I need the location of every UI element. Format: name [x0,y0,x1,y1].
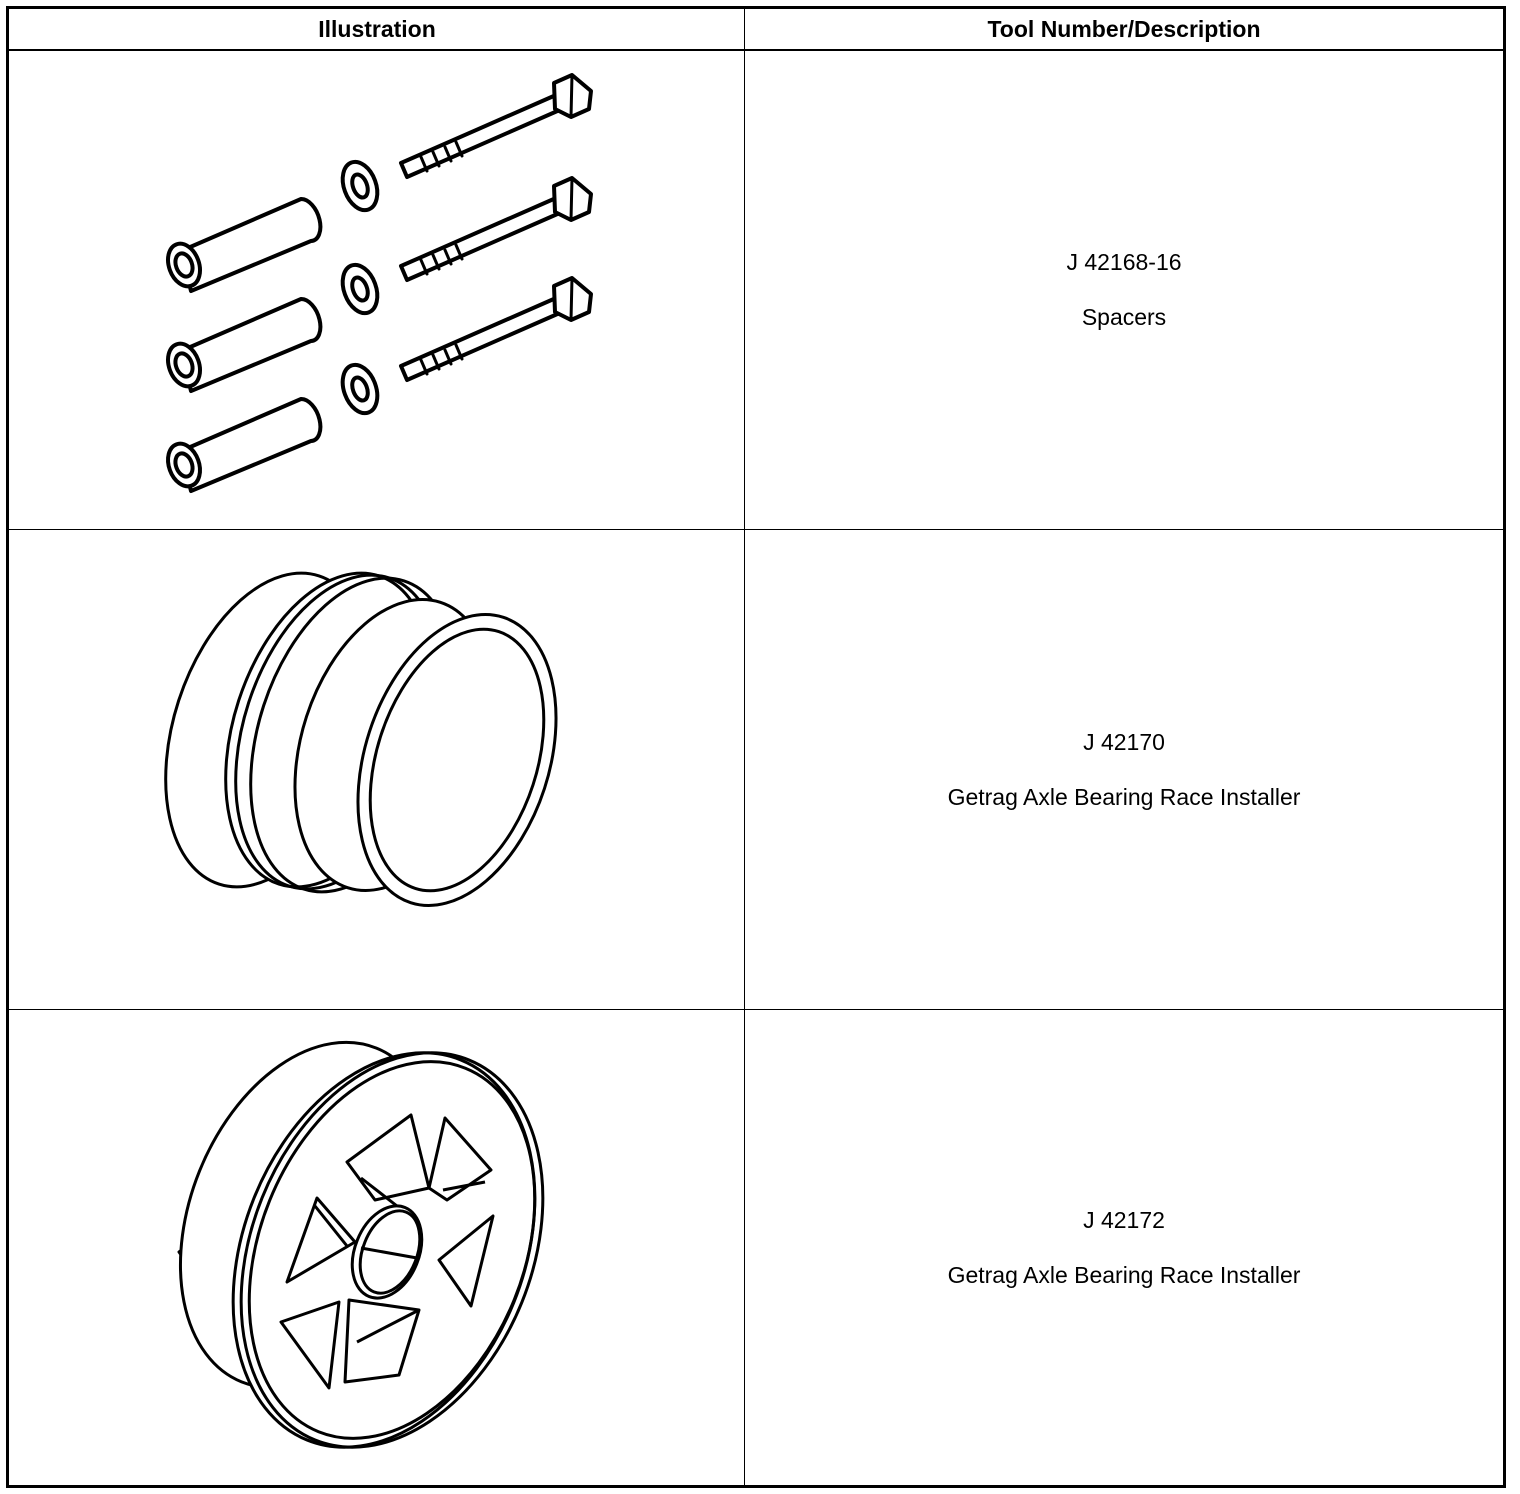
tool-number: J 42170 [1083,728,1165,755]
tool-description: Getrag Axle Bearing Race Installer [947,783,1301,810]
table-row [9,51,1503,530]
illustration-cell [9,1010,744,1485]
table-row [9,530,1503,1010]
description-cell [745,1010,1503,1485]
table-row [9,1010,1503,1485]
tool-number: J 42168-16 [1066,249,1182,275]
spacers-bolts-icon [9,51,744,530]
race-installer-spoked-icon [9,1010,744,1485]
header-illustration: Illustration [318,16,436,42]
illustration-cell [9,530,744,1009]
tool-table [6,6,1506,1488]
illustration-cell [9,51,744,529]
description-cell [745,530,1503,1009]
header-tool-description: Tool Number/Description [987,16,1261,42]
tool-description: Getrag Axle Bearing Race Installer [947,1261,1301,1288]
race-installer-icon [9,530,744,1010]
description-cell [745,51,1503,529]
tool-number: J 42172 [1083,1206,1165,1233]
tool-description: Spacers [1081,304,1167,330]
table-header [9,9,1503,51]
